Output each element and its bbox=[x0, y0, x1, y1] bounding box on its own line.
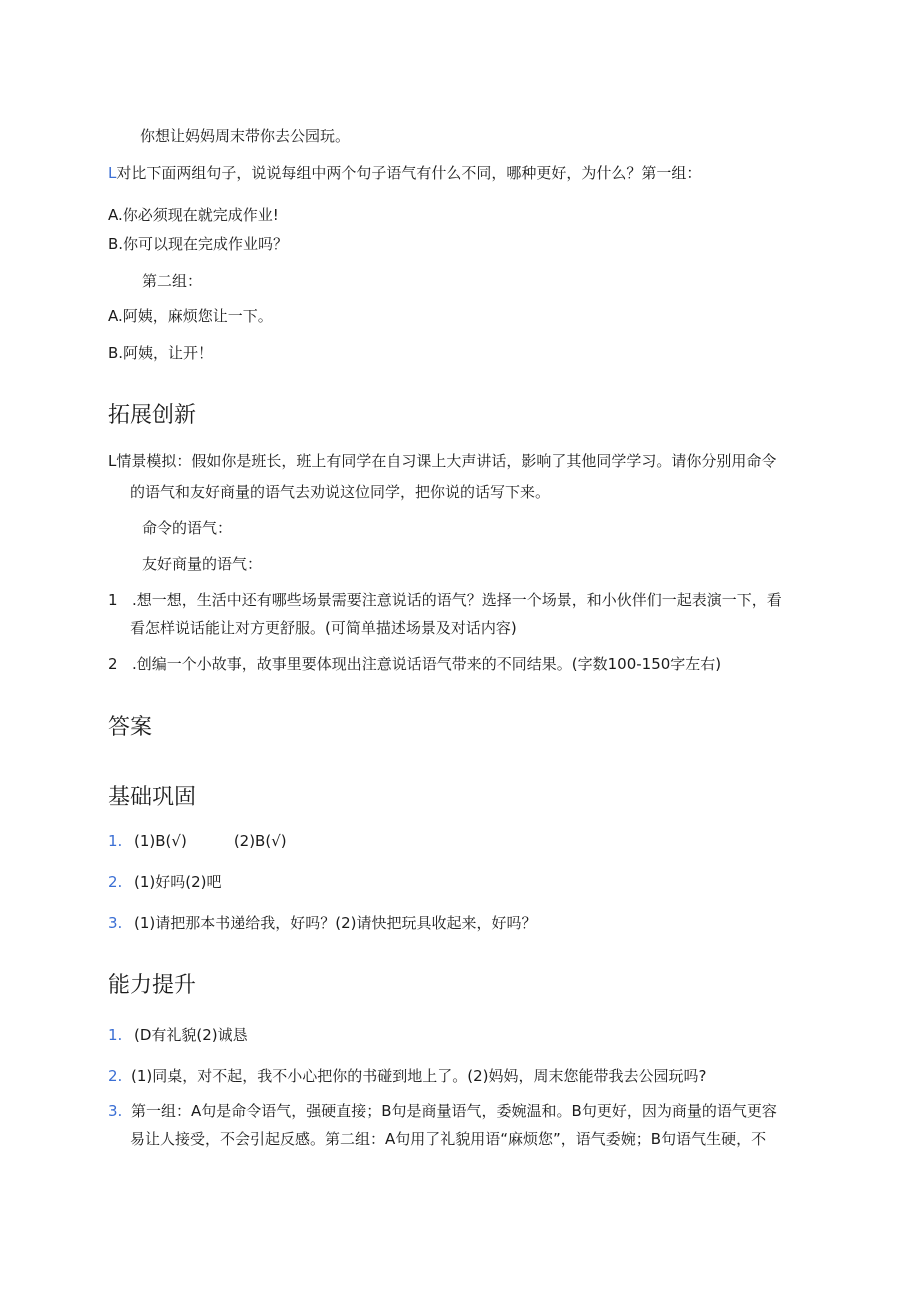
scenario-friendly-label: 友好商量的语气： bbox=[142, 555, 263, 573]
ability-answer-2 bbox=[108, 1066, 706, 1086]
group2-option-a: A.阿姨，麻烦您让一下。 bbox=[108, 307, 273, 325]
basic-answer-3-number: 3. bbox=[108, 914, 123, 932]
basic-answer-2-number: 2. bbox=[108, 873, 123, 891]
intro-line: 你想让妈妈周末带你去公园玩。 bbox=[140, 127, 351, 145]
question-compare-text: 对比下面两组句子，说说每组中两个句子语气有什么不同，哪种更好，为什么？第一组： bbox=[116, 164, 702, 182]
section-heading-expand: 拓展创新 bbox=[108, 403, 197, 428]
question-2-number: 2 bbox=[108, 655, 118, 673]
group1-option-b: B.你可以现在完成作业吗？ bbox=[108, 235, 289, 253]
scenario-command-label: 命令的语气： bbox=[142, 519, 233, 537]
ability-answer-1 bbox=[108, 1025, 248, 1045]
section-heading-ability: 能力提升 bbox=[108, 973, 197, 998]
group1-option-a: A.你必须现在就完成作业! bbox=[108, 206, 279, 224]
basic-answer-1-part-a: (1)B(√) bbox=[134, 832, 187, 850]
basic-answer-3 bbox=[108, 913, 537, 933]
question-2 bbox=[108, 654, 721, 674]
section-heading-basic: 基础巩固 bbox=[108, 785, 197, 810]
ability-answer-1-number: 1. bbox=[108, 1026, 123, 1044]
basic-answer-2-text: (1)好吗(2)吧 bbox=[134, 873, 222, 891]
question-2-text: .创编一个小故事，故事里要体现出注意说话语气带来的不同结果。(字数100-150字左右) bbox=[132, 655, 722, 673]
basic-answer-3-text: (1)请把那本书递给我，好吗？(2)请快把玩具收起来，好吗？ bbox=[134, 914, 537, 932]
ability-answer-3-line-1 bbox=[108, 1101, 777, 1121]
scenario-line-2: 的语气和友好商量的语气去劝说这位同学，把你说的话写下来。 bbox=[130, 483, 551, 501]
question-1-number: 1 bbox=[108, 591, 118, 609]
group2-option-b: B.阿姨，让开！ bbox=[108, 344, 214, 362]
basic-answer-1-part-b: (2)B(√) bbox=[233, 832, 287, 850]
ability-answer-2-text: (1)同桌，对不起，我不小心把你的书碰到地上了。(2)妈妈，周末您能带我去公园玩吗? bbox=[131, 1067, 707, 1085]
scenario-line-1: L情景模拟：假如你是班长，班上有同学在自习课上大声讲话，影响了其他同学学习。请你分别用命令 bbox=[108, 452, 777, 470]
ability-answer-2-number: 2. bbox=[108, 1067, 123, 1085]
group2-label: 第二组： bbox=[142, 272, 203, 290]
question-marker: L bbox=[108, 164, 117, 182]
question-compare bbox=[108, 163, 701, 183]
ability-answer-3-text-1: 第一组：A句是命令语气，强硬直接；B句是商量语气，委婉温和。B句更好，因为商量的语气更容 bbox=[131, 1102, 777, 1120]
ability-answer-3-line-2: 易让人接受，不会引起反感。第二组：A句用了礼貌用语“麻烦您”，语气委婉；B句语气生硬，不 bbox=[130, 1130, 767, 1148]
section-heading-answers: 答案 bbox=[108, 715, 153, 740]
question-1-text: .想一想，生活中还有哪些场景需要注意说话的语气？选择一个场景，和小伙伴们一起表演一下，看 bbox=[132, 591, 782, 609]
ability-answer-1-text: (D有礼貌(2)诚恳 bbox=[134, 1026, 248, 1044]
basic-answer-1 bbox=[108, 831, 287, 851]
basic-answer-1-number: 1. bbox=[108, 832, 123, 850]
basic-answer-2 bbox=[108, 872, 222, 892]
ability-answer-3-number: 3. bbox=[108, 1102, 123, 1120]
question-1-line-1 bbox=[108, 590, 782, 610]
question-1-line-2: 看怎样说话能让对方更舒服。(可简单描述场景及对话内容) bbox=[130, 619, 517, 637]
